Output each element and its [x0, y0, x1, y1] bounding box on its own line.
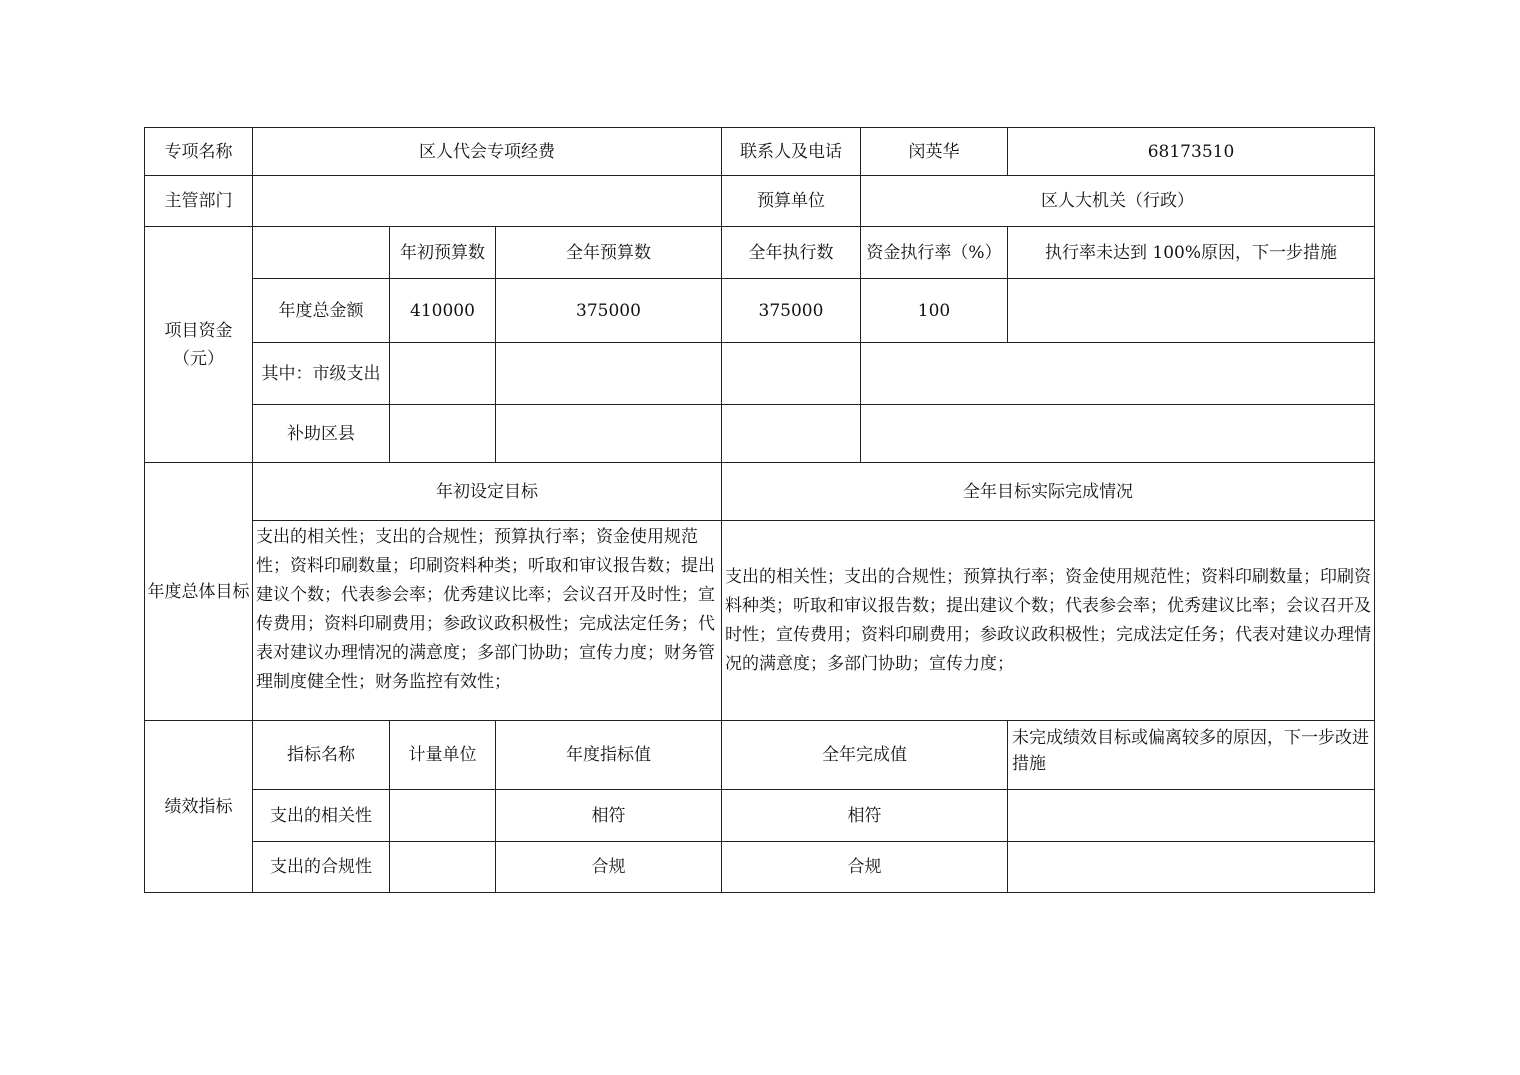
performance-report-table	[144, 127, 1375, 893]
funds-initial-value	[390, 405, 496, 463]
kpi-target: 相符	[496, 790, 722, 842]
project-name-row	[145, 128, 1375, 176]
funds-header-rate: 资金执行率（%）	[861, 227, 1008, 279]
funds-row-total	[145, 279, 1375, 343]
goals-actual-header: 全年目标实际完成情况	[722, 463, 1375, 521]
kpi-reason	[1008, 790, 1375, 842]
goals-content-row	[145, 521, 1375, 721]
kpi-actual: 合规	[722, 842, 1008, 893]
kpi-header-target: 年度指标值	[496, 721, 722, 790]
funds-row-label: 补助区县	[253, 405, 390, 463]
funds-header-initial: 年初预算数	[390, 227, 496, 279]
funds-header-annual: 全年预算数	[496, 227, 722, 279]
funds-rate-value	[861, 405, 1375, 463]
funds-header-row	[145, 227, 1375, 279]
department-value	[253, 176, 722, 227]
kpi-row	[145, 790, 1375, 842]
contact-phone: 68173510	[1008, 128, 1375, 176]
funds-header-blank	[253, 227, 390, 279]
kpi-actual: 相符	[722, 790, 1008, 842]
funds-executed-value	[722, 343, 861, 405]
goals-initial-text: 支出的相关性；支出的合规性；预算执行率；资金使用规范性；资料印刷数量；印刷资料种类；听取和审议报告数；提出建议个数；代表参会率；优秀建议比率；会议召开及时性；宣传费用；资料印刷费用；参政议政积极性；完成法定任务；代表对建议办理情况的满意度；多部门协助；宣传力度；财务管理制度健全性；财务监控有效性；	[253, 521, 722, 721]
funds-rate-value	[861, 343, 1375, 405]
kpi-section-label: 绩效指标	[145, 721, 253, 893]
kpi-row	[145, 842, 1375, 893]
funds-rate-value: 100	[861, 279, 1008, 343]
funds-initial-value	[390, 343, 496, 405]
project-name-value: 区人代会专项经费	[253, 128, 722, 176]
funds-row-label: 其中：市级支出	[253, 343, 390, 405]
budget-unit-value: 区人大机关（行政）	[861, 176, 1375, 227]
department-label: 主管部门	[145, 176, 253, 227]
goals-actual-text: 支出的相关性；支出的合规性；预算执行率；资金使用规范性；资料印刷数量；印刷资料种类；听取和审议报告数；提出建议个数；代表参会率；优秀建议比率；会议召开及时性；宣传费用；资料印刷费用；参政议政积极性；完成法定任务；代表对建议办理情况的满意度；多部门协助；宣传力度；	[722, 521, 1375, 721]
funds-row-city	[145, 343, 1375, 405]
performance-report-sheet	[144, 127, 1375, 893]
goals-header-row	[145, 463, 1375, 521]
project-name-label: 专项名称	[145, 128, 253, 176]
kpi-name: 支出的合规性	[253, 842, 390, 893]
kpi-header-row	[145, 721, 1375, 790]
kpi-unit	[390, 842, 496, 893]
funds-reason-value	[1008, 279, 1375, 343]
kpi-unit	[390, 790, 496, 842]
goals-section-label: 年度总体目标	[145, 463, 253, 721]
kpi-header-unit: 计量单位	[390, 721, 496, 790]
kpi-header-name: 指标名称	[253, 721, 390, 790]
funds-header-reason: 执行率未达到 100%原因，下一步措施	[1008, 227, 1375, 279]
kpi-name: 支出的相关性	[253, 790, 390, 842]
funds-section-label: 项目资金（元）	[145, 227, 253, 463]
funds-row-label: 年度总金额	[253, 279, 390, 343]
department-row	[145, 176, 1375, 227]
contact-name: 闵英华	[861, 128, 1008, 176]
funds-annual-value	[496, 343, 722, 405]
kpi-header-actual: 全年完成值	[722, 721, 1008, 790]
kpi-target: 合规	[496, 842, 722, 893]
funds-annual-value: 375000	[496, 279, 722, 343]
funds-row-district	[145, 405, 1375, 463]
funds-initial-value: 410000	[390, 279, 496, 343]
budget-unit-label: 预算单位	[722, 176, 861, 227]
funds-executed-value	[722, 405, 861, 463]
funds-header-executed: 全年执行数	[722, 227, 861, 279]
contact-label: 联系人及电话	[722, 128, 861, 176]
kpi-reason	[1008, 842, 1375, 893]
kpi-header-reason: 未完成绩效目标或偏离较多的原因，下一步改进措施	[1008, 721, 1375, 790]
funds-annual-value	[496, 405, 722, 463]
funds-executed-value: 375000	[722, 279, 861, 343]
goals-initial-header: 年初设定目标	[253, 463, 722, 521]
